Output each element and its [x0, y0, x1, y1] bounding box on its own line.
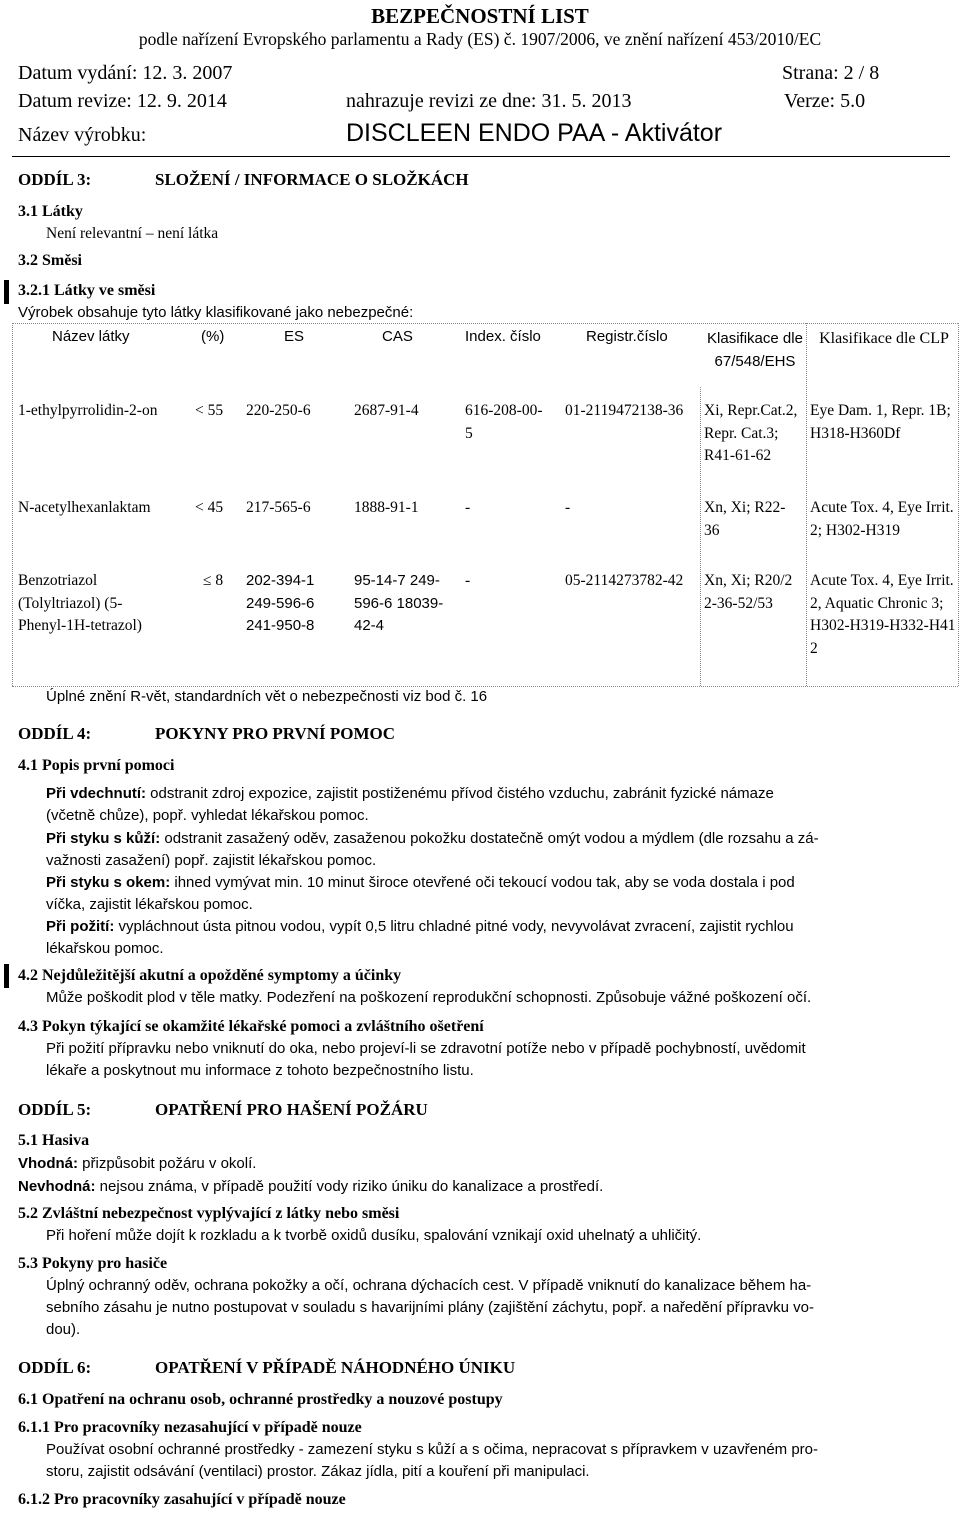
- heading-6-1-1: 6.1.1 Pro pracovníky nezasahující v případě nouze: [18, 1419, 362, 1436]
- version: Verze: 5.0: [784, 90, 866, 112]
- heading-6-1-2: 6.1.2 Pro pracovníky zasahující v případě nouze: [18, 1491, 346, 1508]
- ingestion-label: Při požití:: [46, 918, 115, 935]
- first-aid-ingestion-cont: lékařskou pomoc.: [46, 940, 164, 957]
- col-header-percent: (%): [201, 328, 225, 345]
- heading-5-2: 5.2 Zvláštní nebezpečnost vyplývající z látky nebo směsi: [18, 1205, 400, 1222]
- table-cell-registration: 01-2119472138-36: [565, 402, 684, 419]
- change-marker: [4, 280, 9, 304]
- first-aid-ingestion: Při požití: vypláchnout ústa pitnou vodou, vypít 0,5 litru chladné pitné vody, nevyvolávat zvracení, zajistit rychlou: [46, 918, 794, 935]
- table-cell-percent: ≤ 8: [203, 572, 224, 589]
- col-header-clp: Klasifikace dle CLP: [819, 330, 949, 347]
- table-cell-cas: 95-14-7 249-596-6 18039-42-4: [354, 572, 444, 634]
- text-5-3-cont: sebního zásahu je nutno postupovat v souladu s havarijními plány (zajištění záchytu, popř. a naředění přípravku vo-: [46, 1299, 814, 1316]
- section-3-number: ODDÍL 3:: [18, 170, 92, 189]
- replaces-revision: nahrazuje revizi ze dne: 31. 5. 2013: [346, 90, 632, 112]
- first-aid-eye-cont: víčka, zajistit lékařskou pomoc.: [46, 896, 253, 913]
- revision-date: Datum revize: 12. 9. 2014: [18, 90, 227, 112]
- table-column-line: [700, 387, 701, 686]
- table-border: [12, 323, 958, 324]
- page-number: Strana: 2 / 8: [782, 62, 880, 84]
- text-3-1: Není relevantní – není látka: [46, 225, 219, 242]
- heading-3-2-1: 3.2.1 Látky ve směsi: [18, 282, 156, 299]
- section-4-number: ODDÍL 4:: [18, 724, 92, 743]
- table-border: [12, 686, 958, 687]
- first-aid-inhalation: Při vdechnutí: odstranit zdroj expozice, zajistit postiženému přívod čistého vzduchu, zabránit fyzické námaze: [46, 785, 774, 802]
- first-aid-skin-cont: važnosti zasažení) popř. zajistit lékařskou pomoc.: [46, 852, 377, 869]
- table-cell-clp: Acute Tox. 4, Eye Irrit. 2, Aquatic Chronic 3; H302-H319-H332-H412: [810, 572, 956, 657]
- table-border: [12, 323, 13, 686]
- inhalation-label: Při vdechnutí:: [46, 785, 147, 802]
- table-cell-registration: -: [565, 499, 571, 516]
- section-6-title: OPATŘENÍ V PŘÍPADĚ NÁHODNÉHO ÚNIKU: [155, 1358, 516, 1377]
- text-6-1-1: Používat osobní ochranné prostředky - zamezení styku s kůží a s očima, nepracovat s přípravkem v uzavřeném pro-: [46, 1441, 819, 1458]
- text-4-3-cont: lékaře a poskytnout mu informace z tohoto bezpečnostního listu.: [46, 1062, 474, 1079]
- skin-label: Při styku s kůží:: [46, 830, 161, 847]
- section-6-number: ODDÍL 6:: [18, 1358, 92, 1377]
- text-5-2: Při hoření může dojít k rozkladu a k tvorbě oxidů dusíku, spalování vznikají oxid uhelnatý a uhličitý.: [46, 1227, 702, 1244]
- text-6-1-1-cont: storu, zajistit odsávání (ventilaci) prostor. Zákaz jídla, pití a kouření při manipulaci.: [46, 1463, 590, 1480]
- table-cell-percent: < 45: [195, 499, 224, 516]
- table-cell-es: 217-565-6: [246, 499, 311, 516]
- section-5-number: ODDÍL 5:: [18, 1100, 92, 1119]
- table-cell-cas: 1888-91-1: [354, 499, 419, 516]
- document-subtitle: podle nařízení Evropského parlamentu a Rady (ES) č. 1907/2006, ve znění nařízení 453/2010/EC: [138, 29, 822, 49]
- table-cell-name: 1-ethylpyrrolidin-2-on: [18, 402, 158, 419]
- unsuitable-label: Nevhodná:: [18, 1178, 96, 1195]
- col-header-dsd: Klasifikace dle 67/548/EHS: [707, 330, 803, 370]
- table-cell-dsd: Xn, Xi; R22-36: [704, 499, 786, 539]
- table-border: [958, 323, 959, 686]
- text-4-2: Může poškodit plod v těle matky. Podezření na poškození reprodukční schopnosti. Způsobuje vážné poškození očí.: [46, 989, 812, 1006]
- heading-3-1: 3.1 Látky: [18, 203, 83, 220]
- first-aid-eye: Při styku s okem: ihned vymývat min. 10 minut široce otevřené oči tekoucí vodou tak, aby se voda dostala i pod: [46, 874, 795, 891]
- table-cell-name: N-acetylhexanlaktam: [18, 499, 151, 516]
- document-title: BEZPEČNOSTNÍ LIST: [371, 4, 589, 28]
- table-column-line: [806, 323, 807, 686]
- first-aid-skin: Při styku s kůží: odstranit zasažený oděv, zasaženou pokožku dostatečně omýt vodou a mýdlem (dle rozsahu a zá-: [46, 830, 819, 847]
- table-cell-index: -: [465, 499, 471, 516]
- eye-label: Při styku s okem:: [46, 874, 171, 891]
- table-cell-es: 220-250-6: [246, 402, 311, 419]
- table-cell-clp: Acute Tox. 4, Eye Irrit. 2; H302-H319: [810, 499, 954, 539]
- table-cell-name: Benzotriazol (Tolyltriazol) (5-Phenyl-1H-tetrazol): [18, 572, 142, 634]
- table-cell-dsd: Xi, Repr.Cat.2, Repr. Cat.3; R41-61-62: [704, 402, 798, 464]
- suitable-media: Vhodná: přizpůsobit požáru v okolí.: [18, 1155, 257, 1172]
- table-note: Úplné znění R-vět, standardních vět o nebezpečnosti viz bod č. 16: [46, 688, 488, 705]
- table-cell-clp: Eye Dam. 1, Repr. 1B; H318-H360Df: [810, 402, 951, 442]
- text-5-3-cont2: dou).: [46, 1321, 81, 1338]
- issue-date: Datum vydání: 12. 3. 2007: [18, 62, 233, 84]
- heading-4-2: 4.2 Nejdůležitější akutní a opožděné symptomy a účinky: [18, 967, 402, 984]
- heading-3-2: 3.2 Směsi: [18, 252, 82, 269]
- table-cell-registration: 05-2114273782-42: [565, 572, 684, 589]
- col-header-name: Název látky: [52, 328, 130, 345]
- product-name: DISCLEEN ENDO PAA - Aktivátor: [346, 119, 723, 147]
- unsuitable-media: Nevhodná: nejsou známa, v případě použití vody riziko úniku do kanalizace a prostředí.: [18, 1178, 604, 1195]
- heading-5-1: 5.1 Hasiva: [18, 1132, 90, 1149]
- section-4-title: POKYNY PRO PRVNÍ POMOC: [155, 724, 396, 743]
- col-header-registration: Registr.číslo: [586, 328, 668, 345]
- header-divider: [12, 156, 950, 157]
- table-cell-es: 202-394-1 249-596-6 241-950-8: [246, 572, 315, 634]
- table-cell-index: -: [465, 572, 471, 589]
- text-4-3: Při požití přípravku nebo vniknutí do oka, nebo projeví-li se zdravotní potíže nebo v případě pochybností, uvědomit: [46, 1040, 806, 1057]
- change-marker: [4, 964, 9, 988]
- table-cell-dsd: Xn, Xi; R20/22-36-52/53: [704, 572, 793, 612]
- suitable-label: Vhodná:: [18, 1155, 78, 1172]
- heading-4-3: 4.3 Pokyn týkající se okamžité lékařské pomoci a zvláštního ošetření: [18, 1018, 484, 1035]
- mixture-intro: Výrobek obsahuje tyto látky klasifikované jako nebezpečné:: [18, 304, 414, 321]
- table-cell-index: 616-208-00-5: [465, 402, 543, 442]
- table-cell-cas: 2687-91-4: [354, 402, 419, 419]
- first-aid-inhalation-cont: (včetně chůze), popř. vyhledat lékařskou pomoc.: [46, 807, 369, 824]
- section-3-title: SLOŽENÍ / INFORMACE O SLOŽKÁCH: [155, 170, 469, 189]
- text-5-3: Úplný ochranný oděv, ochrana pokožky a očí, ochrana dýchacích cest. V případě vniknutí do kanalizace během ha-: [46, 1277, 812, 1294]
- col-header-es: ES: [284, 328, 305, 345]
- heading-4-1: 4.1 Popis první pomoci: [18, 757, 175, 774]
- product-label: Název výrobku:: [18, 124, 147, 146]
- heading-6-1: 6.1 Opatření na ochranu osob, ochranné prostředky a nouzové postupy: [18, 1391, 503, 1408]
- table-cell-percent: < 55: [195, 402, 224, 419]
- col-header-cas: CAS: [382, 328, 413, 345]
- heading-5-3: 5.3 Pokyny pro hasiče: [18, 1255, 168, 1272]
- col-header-index: Index. číslo: [465, 328, 541, 345]
- section-5-title: OPATŘENÍ PRO HAŠENÍ POŽÁRU: [155, 1100, 428, 1119]
